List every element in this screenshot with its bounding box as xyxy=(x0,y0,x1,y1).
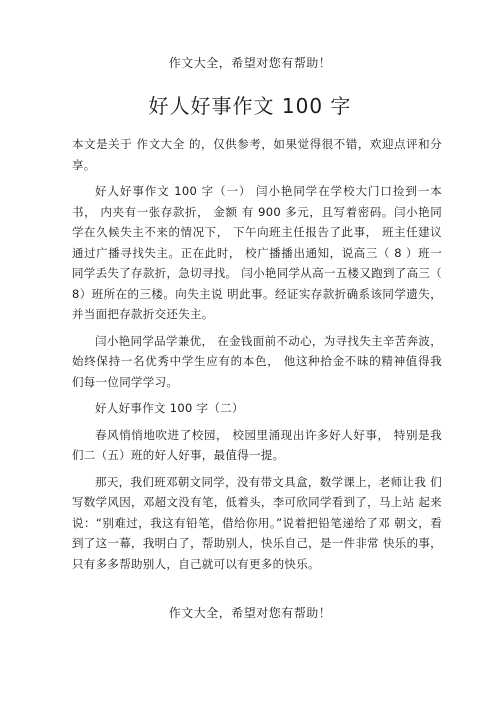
paragraph-3: 春风悄悄地吹进了校园， 校园里涌现出许多好人好事， 特别是我 们二（五）班的好人好事，最值得一提。 xyxy=(72,427,442,462)
paragraph-4: 那天，我们班邓朝文同学，没有带文具盒，数学课上，老师让我 们写数学风因，邓超文没有笔，低着头，李可欣同学看到了，马上站 起来说：“别难过，我这有铅笔，借给你用。”说着把铅笔递给了邓 朝文，看到了这一幕，我明白了，帮助别人，快乐自己，是一件非常 快乐的事，只有多多帮助别人，自己就可以有更多的快乐。 xyxy=(72,474,442,571)
paragraph-2: 闫小艳同学品学兼优， 在金钱面前不动心，为寻找失主辛苦奔波， 始终保持一名优秀中学生应有的本色， 他这种拾金不昧的精神值得我 们每一位同学学习。 xyxy=(72,333,442,389)
footer-note: 作文大全，希望对您有帮助！ xyxy=(168,606,332,620)
intro-paragraph: 本文是关于 作文大全 的，仅供参考，如果觉得很不错，欢迎点评和分 享。 xyxy=(72,137,442,172)
header-note: 作文大全，希望对您有帮助！ xyxy=(168,56,332,70)
section-heading-2: 好人好事作文 100 字（二） xyxy=(95,401,244,415)
paragraph-1: 好人好事作文 100 字（一） 闫小艳同学在学校大门口捡到一本书， 内夹有一张存款折， 金额 有 900 多元，且写着密码。闫小艳同学在久候失主不来的情况下， 下午向班主任报告了此事， 班主任建议通过广播寻找失主。正在此时， 校广播播出通知，说高三（ 8 ）班一同学丢失了存款折，急切寻找。 闫小艳同学从高一五楼又跑到了高三（ 8）班所在的三楼。向失主说 明此事。经证实存款折确系该同学遗失，并当面把存款折交还失主。 xyxy=(72,184,442,321)
page-title: 好人好事作文 100 字 xyxy=(148,94,352,118)
document-body xyxy=(72,134,442,580)
